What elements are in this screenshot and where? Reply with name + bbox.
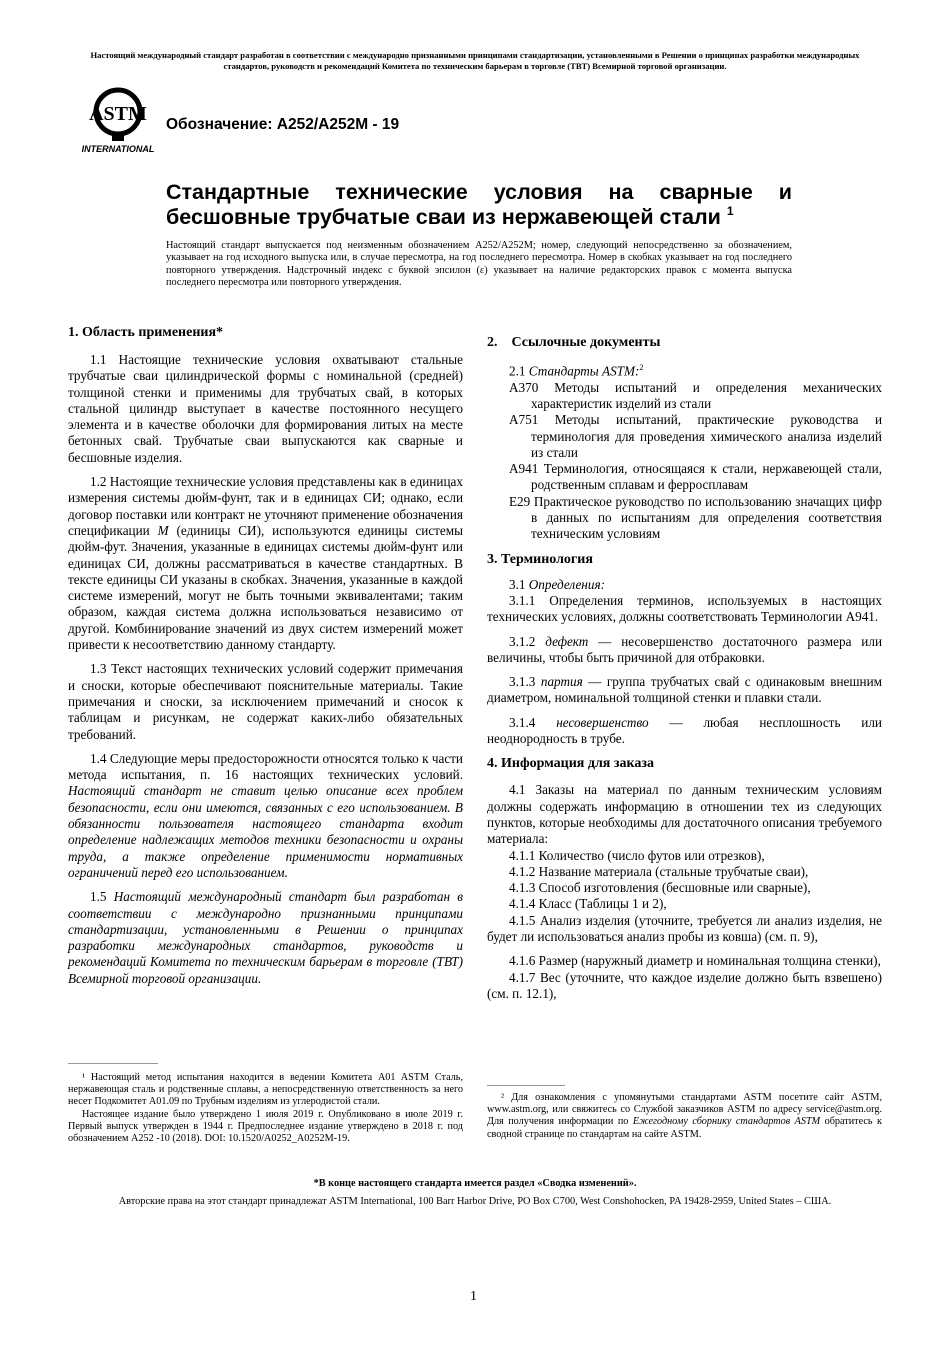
order-item-4-1-4: 4.1.4 Класс (Таблицы 1 и 2), — [509, 896, 667, 912]
paragraph-3-1: 3.1 Определения: — [509, 576, 605, 592]
page-number: 1 — [470, 1289, 477, 1304]
copyright-line: Авторские права на этот стандарт принадлежат ASTM International, 100 Barr Harbor Drive, PO Box C700, West Conshohocken, PA 19428-2959, United States – США. — [118, 1196, 832, 1207]
paragraph-3-1-1: 3.1.1 Определения терминов, используемых в настоящих технических условиях, должны соответствовать Терминологии A941. — [487, 592, 882, 625]
title-footnote-mark: 1 — [726, 204, 734, 218]
paragraph-2-1: 2.1 Стандарты ASTM:$^2$ — [509, 363, 644, 379]
right-footnotes — [487, 1085, 882, 1141]
paragraph-3-1-2: 3.1.2 дефект — несовершенство достаточного размера или величины, чтобы быть причиной для отбраковки. — [487, 633, 882, 665]
summary-of-changes-note: *В конце настоящего стандарта имеется раздел «Сводка изменений». — [313, 1178, 637, 1189]
order-item-4-1-3: 4.1.3 Способ изготовления (бесшовные или сварные), — [509, 880, 811, 896]
paragraph-1-1: 1.1 Настоящие технические условия охватывают стальные трубчатые сваи цилиндрической формы с номинальной (средней) толщиной стенки и применимы для трубчатых свай, в которых стальной цилиндр выступает в качестве постоянного несущего элемента и в качестве оболочки для формирования литых на месте бетонных свай. Трубчатые сваи выпускаются как сварные и бесшовные изделия. — [68, 352, 463, 465]
section-3-heading: 3. Терминология — [487, 551, 593, 567]
footnote-1: ¹ Настоящий метод испытания находится в ведении Комитета A01 ASTM Сталь, нержавеющая сталь и родственные сплавы, а непосредственную ответственность за него несет Подкомитет A01.09 по Трубным изделиям из углеродистой стали. — [68, 1072, 463, 1108]
paragraph-3-1-4: 3.1.4 несовершенство — любая несплошность или неоднородность в трубе. — [487, 714, 882, 747]
paragraph-1-3: 1.3 Текст настоящих технических условий содержит примечания и сноски, которые обеспечивают пояснительные материалы. Такие примечания и сноски, за исключением примечаний и сносок к таблицам и рисункам, не содержат каких-либо обязательных требований. — [68, 661, 463, 742]
right-column — [487, 334, 882, 1002]
footnote-rule — [487, 1085, 565, 1086]
paragraph-1-2: 1.2 Настоящие технические условия представлены как в единицах измерения системы дюйм-фунт, так и в единицах СИ; однако, если договор поставки или контракт не уточняют применение обозначения спецификации M (единицы СИ), используются единицы системы дюйм-фут. Значения, указанные в единицах системы дюйм-фунт или единицах СИ, должны рассматриваться в качестве стандартных. В тексте единицы СИ указаны в скобках. Значения, указанные в каждой системе измерений, могут не быть точными эквивалентами; таким образом, каждая система должна использоваться независимо от другой. Комбинирование значений из двух систем измерений может привести к несоответствию данному стандарту. — [68, 474, 463, 653]
footnote-1-edition: Настоящее издание было утверждено 1 июля 2019 г. Опубликовано в июле 2019 г. Первый выпуск утвержден в 1944 г. Предпоследнее издание утверждено в 2018 г. под обозначением A252 -10 (2018). DOI: 10.1520/A0252_A0252M-19. — [68, 1108, 463, 1145]
order-item-4-1-1: 4.1.1 Количество (число футов или отрезков), — [509, 847, 765, 863]
top-notice: Настоящий международный стандарт разработан в соответствии с международно признанными принципами стандартизации, установленными в Решении о принципах разработки международных стандартов, руководств и рекомендаций Комитета по техническим барьерам в торговле (ТВТ) Всемирной торговой организации. — [90, 50, 860, 71]
section-2-heading: 2. Ссылочные документы — [487, 335, 661, 350]
reference-list — [487, 380, 882, 543]
reference-a941: A941 Терминология, относящаяся к стали, нержавеющей стали, родственным сплавам и ферросплавам — [509, 461, 882, 493]
left-footnotes — [68, 1063, 463, 1145]
designation: Обозначение: A252/A252M - 19 — [166, 116, 400, 133]
footnote-2: ² Для ознакомления с упомянутыми стандартами ASTM посетите сайт ASTM, www.astm.org, или свяжитесь со Службой заказчиков ASTM по адресу service@astm.org. Для получения информации по Ежегодному сборнику стандартов ASTM обратитесь к сводной странице по стандартам на сайте ASTM. — [487, 1092, 883, 1140]
order-item-4-1-7: 4.1.7 Вес (уточните, что каждое изделие должно быть взвешено) (см. п. 12.1), — [487, 969, 882, 1001]
title-text: Стандартные технические условия на сварные и бесшовные трубчатые сваи из нержавеющей стали — [166, 180, 792, 229]
paragraph-1-5: 1.5 Настоящий международный стандарт был разработан в соответствии с международно признанными принципами стандартизации, установленными в Решении о принципах разработки международных стандартов, руководств и рекомендаций Комитета по техническим барьерам в торговле (ТВТ) Всемирной торговой организации. — [68, 889, 463, 986]
paragraph-1-4: 1.4 Следующие меры предосторожности относятся только к части метода испытания, п. 16 настоящих технических условий. Настоящий стандарт не ставит целью описание всех проблем безопасности, если они имеются, связанных с его использованием. В обязанности пользователя настоящего стандарта входит определение надлежащих методов техники безопасности и охраны труда, а также определение применимости нормативных ограничений перед его использованием. — [68, 750, 463, 880]
paragraph-3-1-3: 3.1.3 партия — группа трубчатых свай с одинаковым внешним диаметром, номинальной толщиной стенки и плавки стали. — [487, 674, 882, 706]
document-title — [166, 180, 792, 230]
order-items — [487, 848, 882, 913]
reference-e29: E29 Практическое руководство по использованию значащих цифр в данных по испытаниям для определения соответствия техническим условиям — [509, 493, 882, 542]
paragraph-4-1: 4.1 Заказы на материал по данным техническим условиям должны содержать информацию в отношении тех из следующих пунктов, которые необходимы для достаточного описания требуемого материала: — [487, 782, 882, 847]
order-item-4-1-6: 4.1.6 Размер (наружный диаметр и номинальная толщина стенки), — [509, 953, 881, 969]
astm-logo-text: INTERNATIONAL — [81, 144, 155, 154]
astm-logo-letters: ASTM — [89, 103, 147, 125]
order-item-4-1-2: 4.1.2 Название материала (стальные трубчатые сваи), — [509, 863, 809, 879]
order-item-4-1-5: 4.1.5 Анализ изделия (уточните, требуется ли анализ изделия, не будет ли использоваться анализ пробы из ковша) (см. п. 9), — [487, 912, 882, 944]
reference-a751: A751 Методы испытаний, практические руководства и терминология для проведения химического анализа изделий из стали — [509, 412, 882, 460]
left-column — [68, 324, 463, 987]
section-4-heading: 4. Информация для заказа — [487, 756, 654, 772]
footnote-rule — [68, 1063, 158, 1064]
astm-logo — [76, 84, 160, 156]
section-1-heading: 1. Область применения* — [68, 325, 224, 340]
reference-a370: A370 Методы испытаний и определения механических характеристик изделий из стали — [509, 379, 882, 411]
intro-paragraph: Настоящий стандарт выпускается под неизменным обозначением A252/A252M; номер, следующий непосредственно за обозначением, указывает на год исходного выпуска или, в случае пересмотра, на год последнего пересмотра. Номер в скобках указывает на год последнего повторного утверждения. Надстрочный индекс с буквой эпсилон (ε) указывает на наличие редакторских правок с момента выпуска последнего пересмотра или повторного утверждения. — [166, 240, 792, 288]
